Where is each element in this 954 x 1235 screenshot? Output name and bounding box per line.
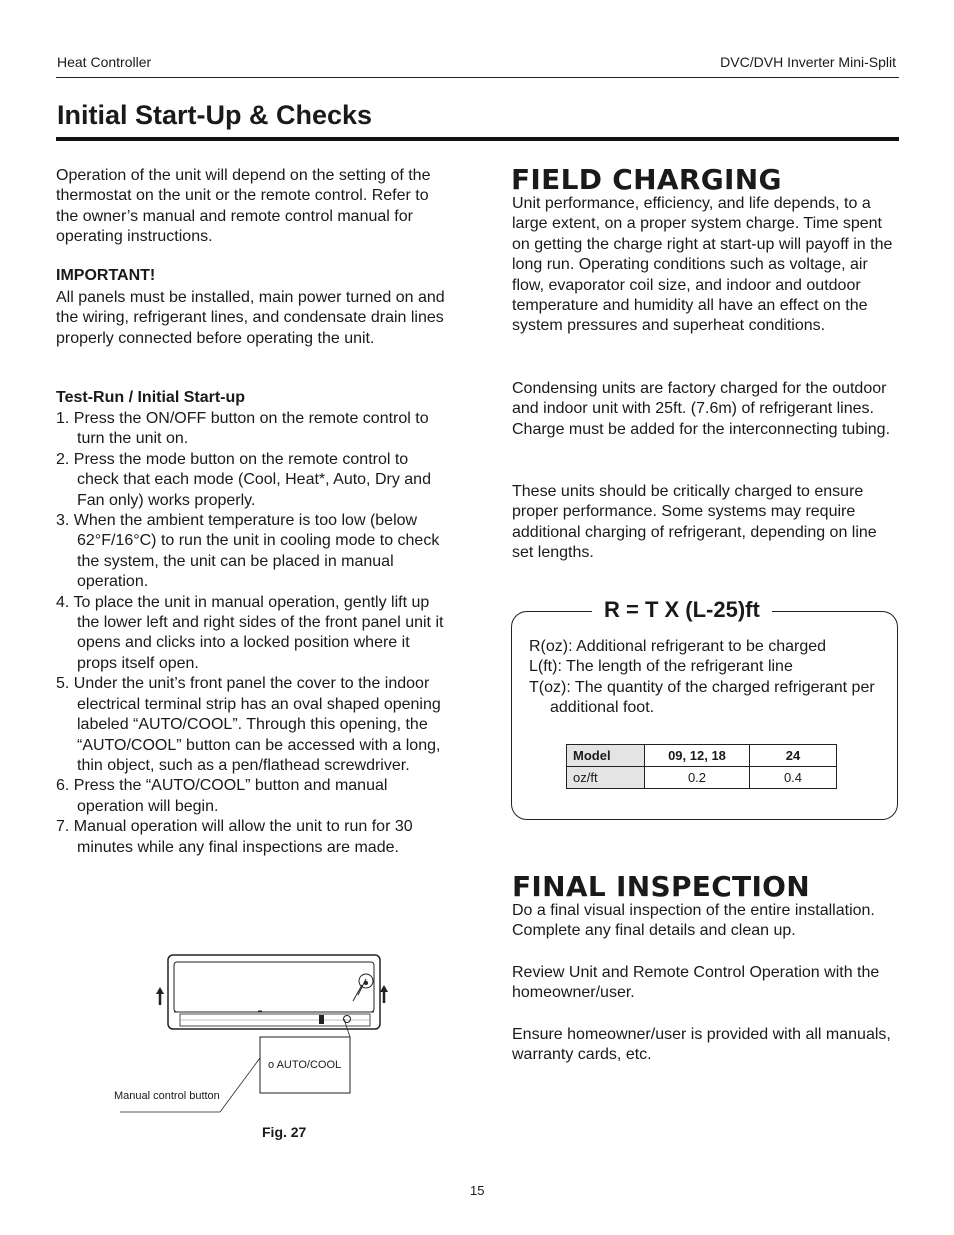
figure-caption: Fig. 27: [262, 1124, 307, 1140]
table-header-cell: Model: [567, 745, 645, 767]
final-inspection-heading: FINAL INSPECTION: [512, 870, 811, 903]
lift-arrow-left-icon: [156, 987, 164, 1005]
step-item: 7. Manual operation will allow the unit to run for 30 minutes while any final inspections are made.: [56, 818, 413, 856]
manual-control-label: Manual control button: [114, 1090, 220, 1102]
testrun-steps: [56, 409, 446, 858]
intro-paragraph: Operation of the unit will depend on the setting of the thermostat on the unit or the remote control. Refer to the owner’s manual and remote control manual for operating instructions.: [56, 167, 431, 246]
step-item: 4. To place the unit in manual operation, gently lift up the lower left and right sides of the front panel unit it opens and clicks into a locked position where it props itself open.: [56, 593, 444, 672]
final-inspection-p2: Review Unit and Remote Control Operation with the homeowner/user.: [512, 964, 880, 1002]
page-number: 15: [470, 1183, 485, 1198]
table-header-cell: 24: [750, 745, 837, 767]
table-cell: oz/ft: [567, 767, 645, 789]
header-right: DVC/DVH Inverter Mini-Split: [720, 54, 896, 70]
auto-cool-callout: o AUTO/COOL: [268, 1059, 342, 1071]
table-header-row: [567, 745, 837, 767]
table-cell: 0.4: [750, 767, 837, 789]
field-charging-heading: FIELD CHARGING: [511, 163, 782, 196]
testrun-heading: Test-Run / Initial Start-up: [56, 389, 246, 406]
field-charging-p1: Unit performance, efficiency, and life depends, to a large extent, on a proper system charge. Time spent on getting the charge right at start-up will payoff in the long run. Operating conditions such as voltage, air flow, evaporator coil size, and indoor and outdoor temperature and humidity all have an effect on the system pressures and superheat conditions.: [512, 195, 893, 335]
charge-table: [566, 744, 837, 789]
page-title: Initial Start-Up & Checks: [57, 100, 373, 130]
header-left: Heat Controller: [57, 54, 152, 70]
step-item: 3. When the ambient temperature is too low (below 62°F/16°C) to run the unit in cooling mode to check the system, the unit can be placed in manual operation.: [56, 512, 440, 591]
step-item: 2. Press the mode button on the remote control to check that each mode (Cool, Heat*, Auto, Dry and Fan only) works properly.: [56, 450, 431, 509]
definition-l: L(ft): The length of the refrigerant line: [529, 658, 793, 676]
definition-r: R(oz): Additional refrigerant to be charged: [529, 638, 827, 655]
step-item: 6. Press the “AUTO/COOL” button and manual operation will begin.: [56, 777, 388, 815]
step-item: 5. Under the unit’s front panel the cover to the indoor electrical terminal strip has an oval shaped opening labeled “AUTO/COOL”. Through this opening, the “AUTO/COOL” button can be accessed with a long, thin object, such as a pen/flathead screwdriver.: [56, 675, 441, 774]
unit-front-panel: [174, 962, 374, 1012]
header-rule: [56, 77, 899, 78]
formula-text: R = T X (L-25)ft: [592, 597, 772, 623]
final-inspection-p3: Ensure homeowner/user is provided with all manuals, warranty cards, etc.: [512, 1026, 891, 1064]
table-cell: 0.2: [645, 767, 750, 789]
title-rule: [56, 137, 899, 141]
final-inspection-p1: Do a final visual inspection of the entire installation. Complete any final details and clean up.: [512, 902, 875, 940]
formula-definitions: [529, 637, 889, 719]
important-paragraph: All panels must be installed, main power turned on and the wiring, refrigerant lines, and condensate drain lines properly connected before operating the unit.: [56, 289, 445, 347]
table-header-cell: 09, 12, 18: [645, 745, 750, 767]
step-item: 1. Press the ON/OFF button on the remote control to turn the unit on.: [56, 410, 429, 448]
table-row: [567, 767, 837, 789]
definition-t: T(oz): The quantity of the charged refrigerant per additional foot.: [529, 678, 875, 717]
lift-arrow-right-icon: [380, 985, 388, 1003]
important-heading: IMPORTANT!: [56, 267, 156, 284]
field-charging-p2: Condensing units are factory charged for the outdoor and indoor unit with 25ft. (7.6m) of refrigerant lines. Charge must be added for the interconnecting tubing.: [512, 380, 891, 438]
field-charging-p3: These units should be critically charged to ensure proper performance. Some systems may require additional charging of refrigerant, depending on line set lengths.: [512, 483, 877, 562]
